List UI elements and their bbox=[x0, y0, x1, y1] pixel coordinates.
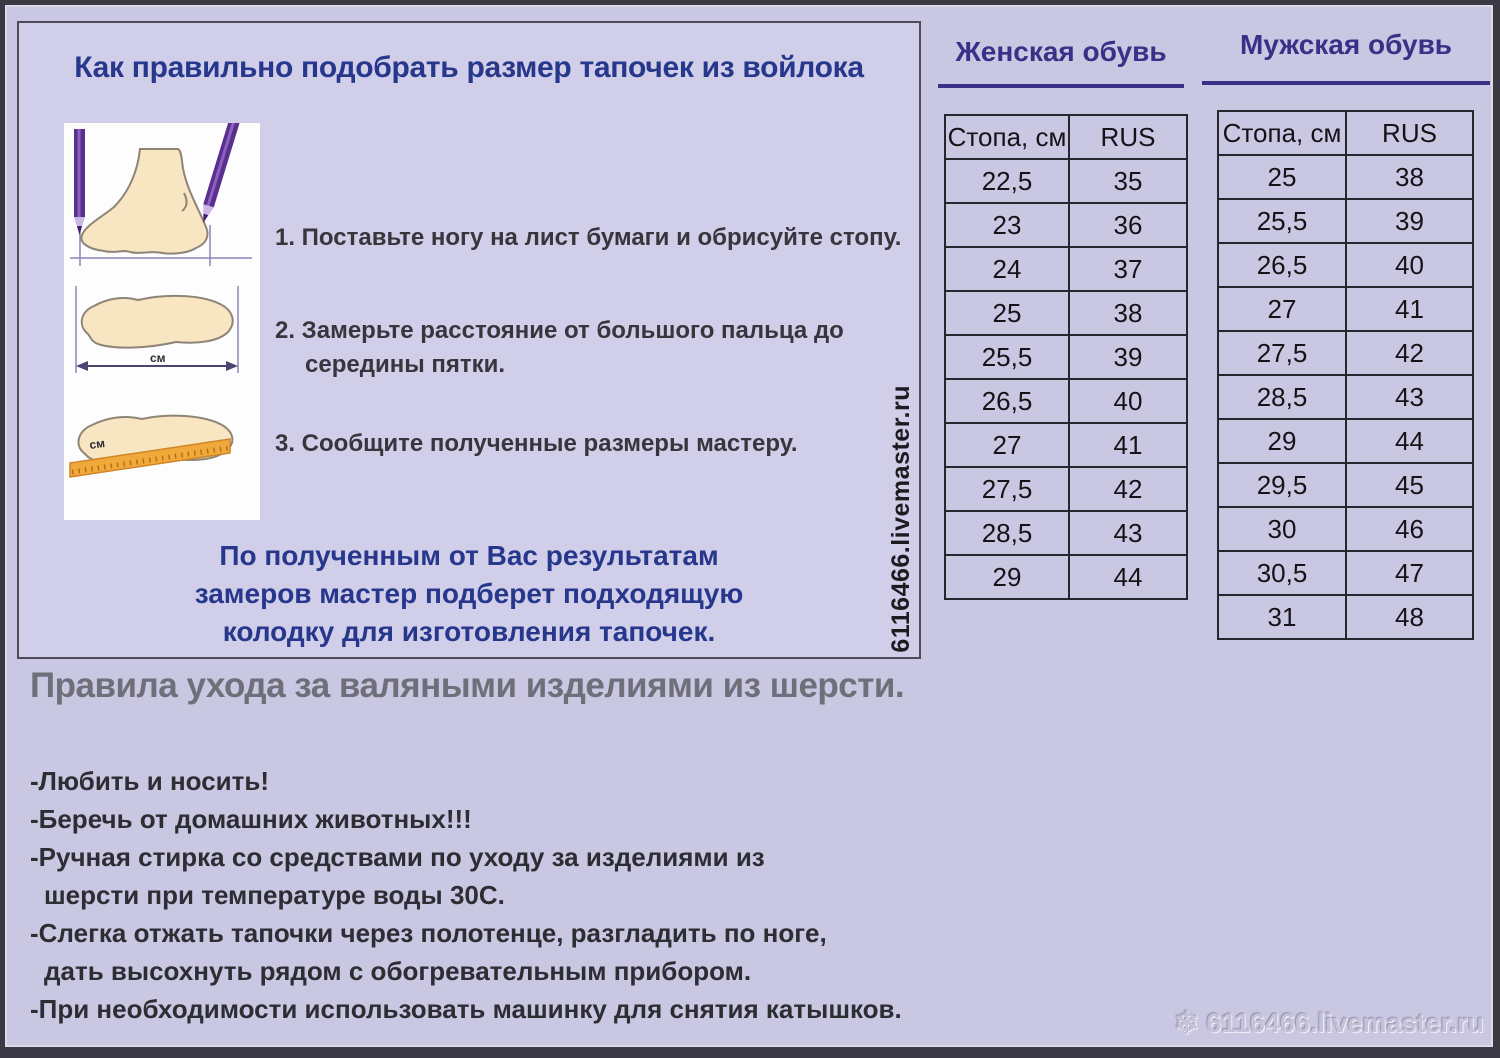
foot-length-measure-illustration bbox=[76, 286, 238, 373]
size-row bbox=[945, 291, 1187, 335]
footer-watermark bbox=[1174, 1008, 1484, 1039]
size-row bbox=[945, 159, 1187, 203]
size-row bbox=[945, 379, 1187, 423]
size-cell: 26,5 bbox=[945, 379, 1069, 423]
size-row bbox=[945, 511, 1187, 555]
size-row bbox=[1218, 331, 1473, 375]
table-header-row bbox=[1218, 111, 1473, 155]
size-cell: 44 bbox=[1069, 555, 1187, 599]
side-watermark: 6116466.livemaster.ru bbox=[887, 385, 915, 653]
care-heading: Правила ухода за валяными изделиями из шерсти. bbox=[30, 666, 905, 705]
size-cell: 37 bbox=[1069, 247, 1187, 291]
size-row bbox=[1218, 551, 1473, 595]
size-cell: 44 bbox=[1346, 419, 1473, 463]
size-cell: 29 bbox=[1218, 419, 1346, 463]
size-row bbox=[1218, 419, 1473, 463]
size-cell: 25,5 bbox=[945, 335, 1069, 379]
cm-label: см bbox=[150, 351, 166, 365]
guide-title: Как правильно подобрать размер тапочек из войлока bbox=[74, 51, 864, 84]
column-header-rus: RUS bbox=[1069, 115, 1187, 159]
care-rule-line: -Беречь от домашних животных!!! bbox=[30, 804, 472, 834]
men-table-title: Мужская обувь bbox=[1239, 29, 1453, 60]
size-row bbox=[945, 555, 1187, 599]
step-3 bbox=[275, 427, 798, 461]
size-row bbox=[1218, 287, 1473, 331]
size-row bbox=[945, 335, 1187, 379]
cm-label: см bbox=[88, 435, 106, 452]
size-row bbox=[1218, 507, 1473, 551]
size-row bbox=[1218, 155, 1473, 199]
size-cell: 25 bbox=[1218, 155, 1346, 199]
size-cell: 48 bbox=[1346, 595, 1473, 639]
size-cell: 38 bbox=[1069, 291, 1187, 335]
size-cell: 46 bbox=[1346, 507, 1473, 551]
size-cell: 38 bbox=[1346, 155, 1473, 199]
column-header-foot: Стопа, см bbox=[1218, 111, 1346, 155]
guide-summary bbox=[19, 537, 919, 651]
size-row bbox=[945, 203, 1187, 247]
size-cell: 45 bbox=[1346, 463, 1473, 507]
care-rule-line: -Любить и носить! bbox=[30, 766, 270, 796]
women-size-table bbox=[944, 114, 1188, 600]
size-cell: 24 bbox=[945, 247, 1069, 291]
care-rules-list bbox=[30, 762, 902, 1028]
measuring-illustrations bbox=[64, 123, 260, 520]
size-row bbox=[1218, 595, 1473, 639]
pencil-icon bbox=[198, 123, 240, 225]
care-rule-line: дать высохнуть рядом с обогревательным прибором. bbox=[44, 956, 752, 986]
foot-measuring-diagram bbox=[64, 123, 260, 520]
footer-watermark-text: 6116466.livemaster.ru bbox=[1206, 1008, 1484, 1038]
column-header-rus: RUS bbox=[1346, 111, 1473, 155]
size-row bbox=[945, 467, 1187, 511]
care-rule-line: шерсти при температуре воды 30С. bbox=[44, 880, 505, 910]
size-cell: 39 bbox=[1346, 199, 1473, 243]
size-cell: 35 bbox=[1069, 159, 1187, 203]
size-cell: 40 bbox=[1346, 243, 1473, 287]
size-cell: 27,5 bbox=[945, 467, 1069, 511]
size-cell: 28,5 bbox=[945, 511, 1069, 555]
size-row bbox=[945, 423, 1187, 467]
women-title-underline bbox=[938, 84, 1184, 88]
size-cell: 39 bbox=[1069, 335, 1187, 379]
step-1 bbox=[275, 221, 901, 255]
foot-tape-measure-illustration bbox=[70, 416, 232, 477]
size-row bbox=[1218, 243, 1473, 287]
size-row bbox=[1218, 375, 1473, 419]
step-2 bbox=[275, 314, 844, 382]
size-cell: 47 bbox=[1346, 551, 1473, 595]
size-cell: 27 bbox=[945, 423, 1069, 467]
step-line: 1. Поставьте ногу на лист бумаги и обрисуйте стопу. bbox=[275, 224, 902, 251]
men-size-table bbox=[1217, 110, 1474, 640]
snowflake-icon: ❄ bbox=[1174, 1006, 1200, 1040]
foot-tracing-illustration bbox=[70, 123, 252, 266]
size-cell: 23 bbox=[945, 203, 1069, 247]
size-cell: 25,5 bbox=[1218, 199, 1346, 243]
size-cell: 40 bbox=[1069, 379, 1187, 423]
size-cell: 29 bbox=[945, 555, 1069, 599]
men-title-underline bbox=[1202, 81, 1490, 85]
size-cell: 25 bbox=[945, 291, 1069, 335]
size-cell: 41 bbox=[1069, 423, 1187, 467]
size-cell: 29,5 bbox=[1218, 463, 1346, 507]
size-cell: 27,5 bbox=[1218, 331, 1346, 375]
size-cell: 43 bbox=[1069, 511, 1187, 555]
care-rule-line: -Ручная стирка со средствами по уходу за изделиями из bbox=[30, 842, 765, 872]
guide-summary-text: По полученным от Вас результатам замеров мастер подберет подходящую колодку для изготовления тапочек. bbox=[194, 540, 744, 647]
size-row bbox=[1218, 463, 1473, 507]
table-header-row bbox=[945, 115, 1187, 159]
size-cell: 41 bbox=[1346, 287, 1473, 331]
size-cell: 22,5 bbox=[945, 159, 1069, 203]
column-header-foot: Стопа, см bbox=[945, 115, 1069, 159]
size-cell: 26,5 bbox=[1218, 243, 1346, 287]
size-cell: 43 bbox=[1346, 375, 1473, 419]
step-line: 3. Сообщите полученные размеры мастеру. bbox=[275, 430, 798, 457]
care-rule-line: -При необходимости использовать машинку для снятия катышков. bbox=[30, 994, 902, 1024]
size-cell: 30 bbox=[1218, 507, 1346, 551]
size-row bbox=[945, 247, 1187, 291]
women-table-title: Женская обувь bbox=[955, 36, 1167, 67]
step-line: 2. Замерьте расстояние от большого пальца до bbox=[275, 317, 844, 344]
step-line: середины пятки. bbox=[305, 351, 506, 378]
size-cell: 42 bbox=[1346, 331, 1473, 375]
pencil-icon bbox=[74, 129, 85, 235]
size-row bbox=[1218, 199, 1473, 243]
care-rule-line: -Слегка отжать тапочки через полотенце, разгладить по ноге, bbox=[30, 918, 827, 948]
size-cell: 27 bbox=[1218, 287, 1346, 331]
size-cell: 28,5 bbox=[1218, 375, 1346, 419]
size-cell: 36 bbox=[1069, 203, 1187, 247]
size-cell: 31 bbox=[1218, 595, 1346, 639]
size-cell: 42 bbox=[1069, 467, 1187, 511]
size-cell: 30,5 bbox=[1218, 551, 1346, 595]
sizing-guide-panel bbox=[17, 21, 921, 659]
